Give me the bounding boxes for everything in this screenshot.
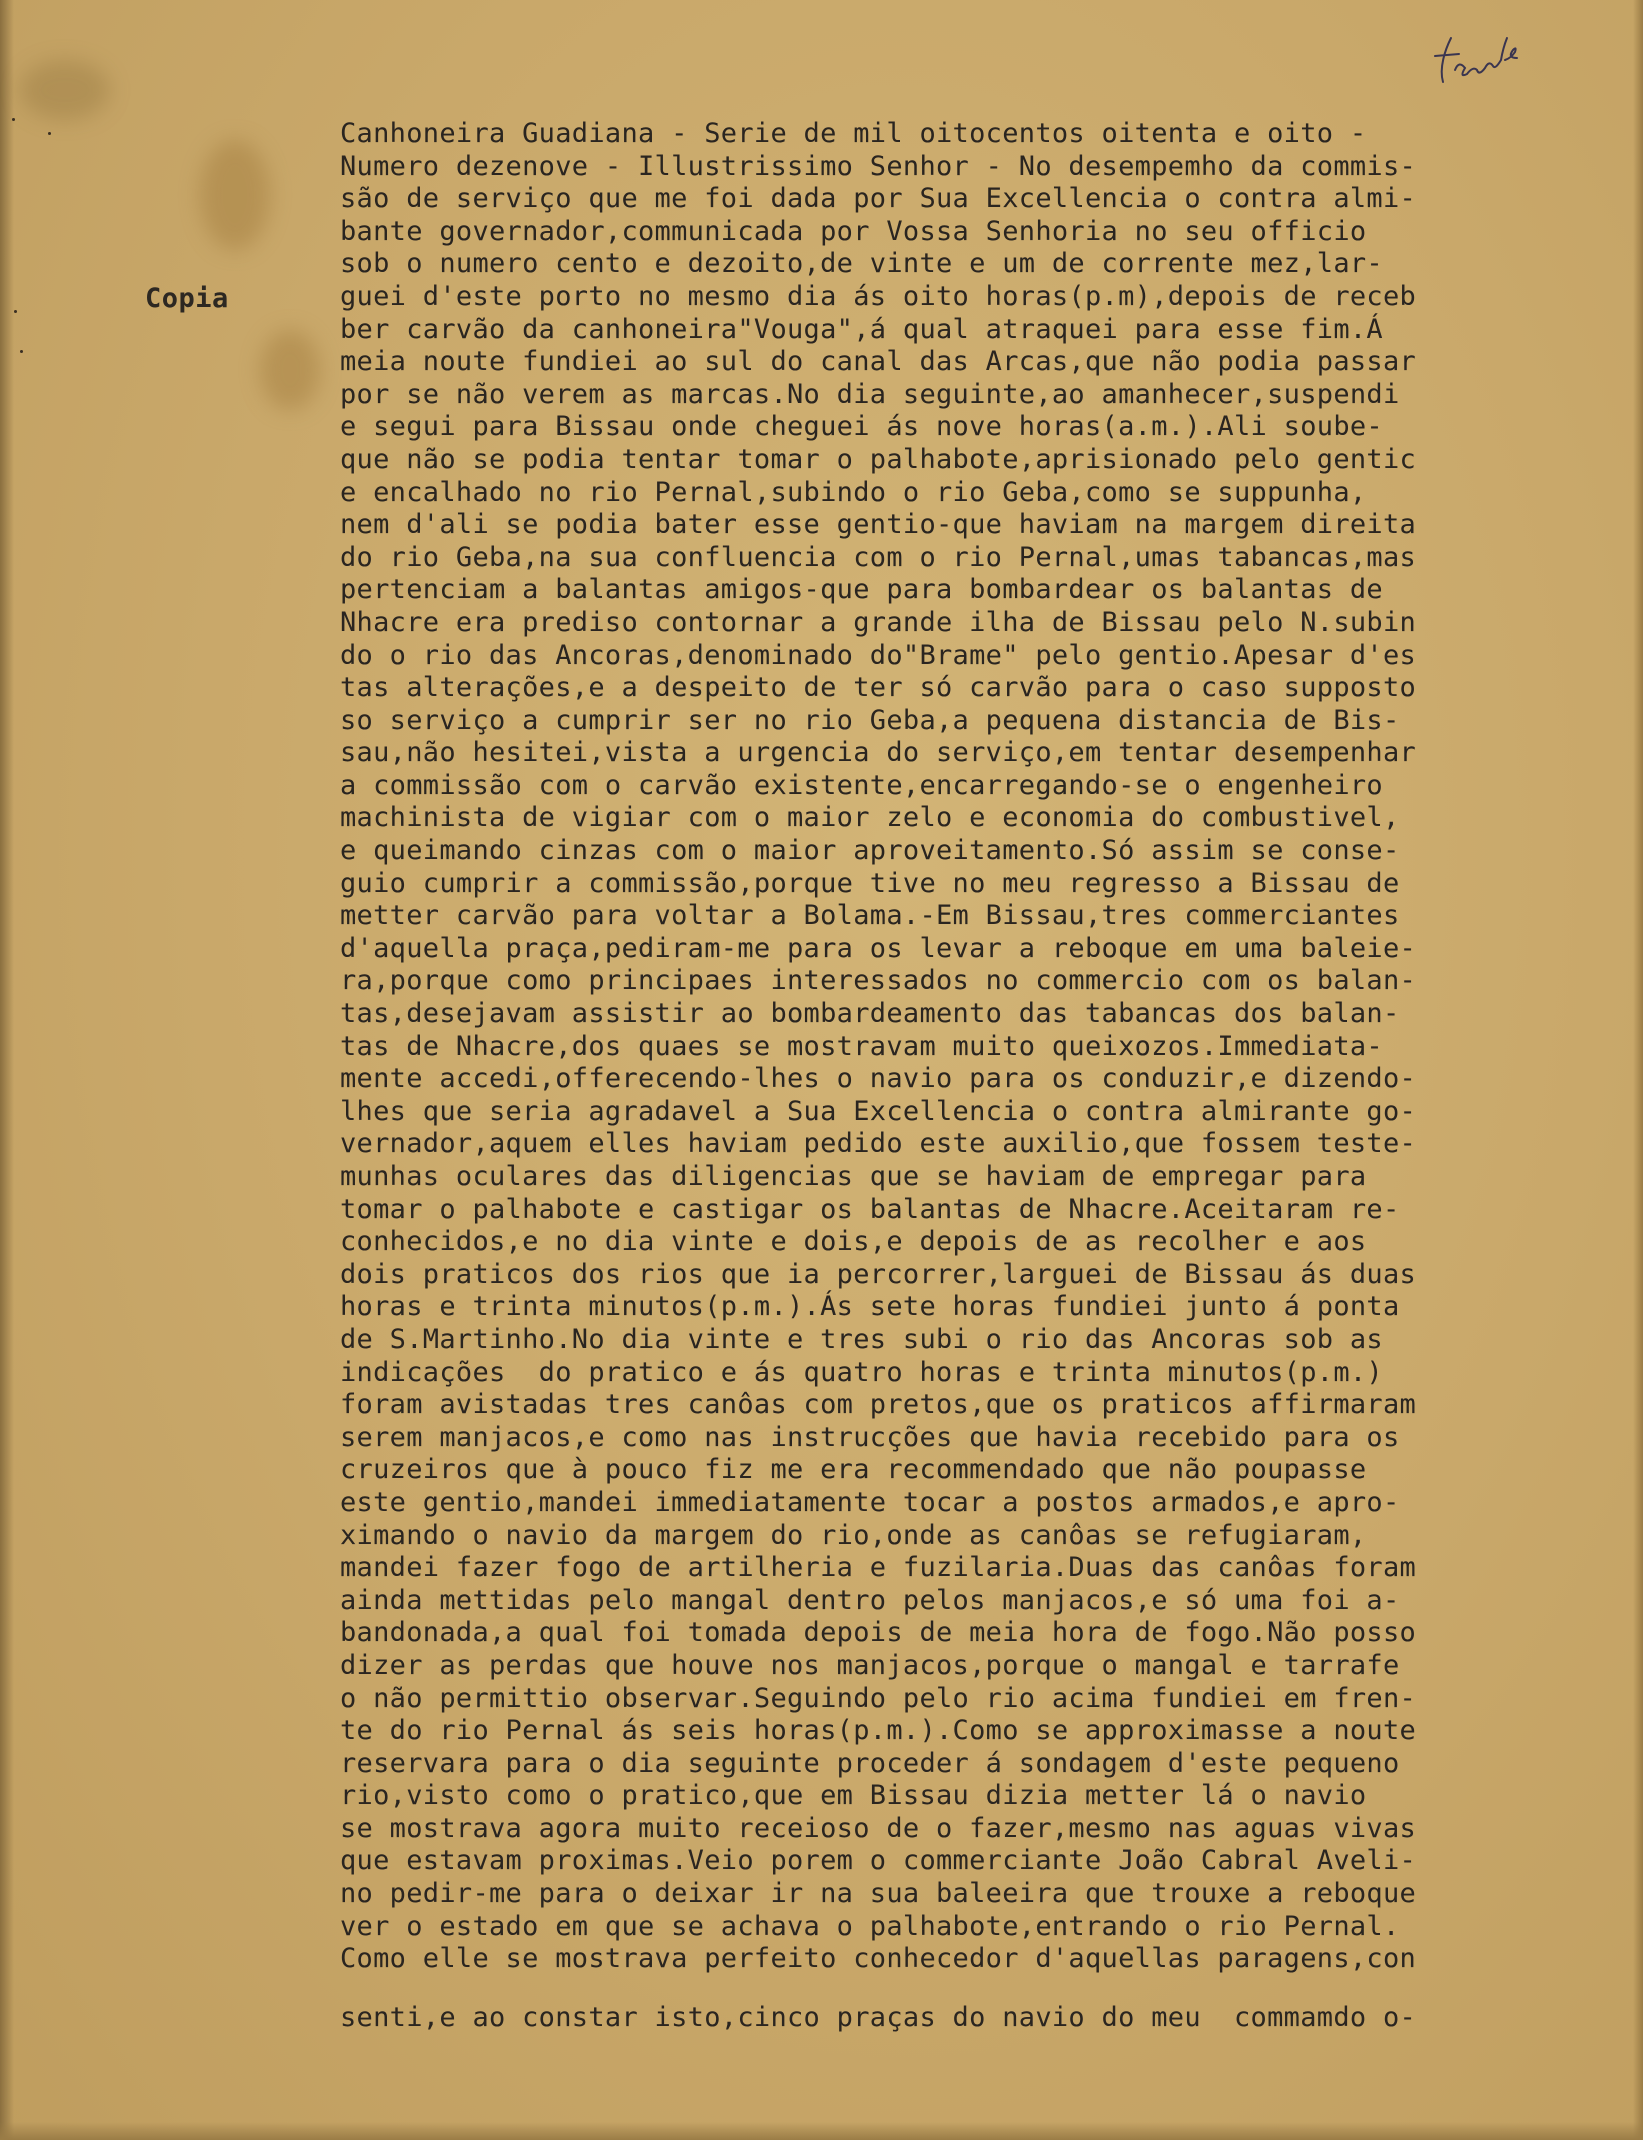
paper-edge-left [0,0,14,2140]
text-line: dizer as perdas que houve nos manjacos,porque o mangal e tarrafe [340,1649,1400,1681]
text-line: senti,e ao constar isto,cinco praças do navio do meu commamdo o- [340,2001,1417,2033]
text-line: indicações do pratico e ás quatro horas e trinta minutos(p.m.) [340,1356,1383,1388]
text-line: tas,desejavam assistir ao bombardeamento das tabancas dos balan- [340,998,1400,1030]
ink-speck [20,350,23,353]
paper-stain [20,60,110,120]
text-line: o não permittio observar.Seguindo pelo rio acima fundiei em fren- [340,1682,1417,1714]
text-line: ainda mettidas pelo mangal dentro pelos manjacos,e só uma foi a- [340,1584,1400,1616]
text-line: foram avistadas tres canôas com pretos,que os praticos affirmaram [340,1389,1417,1421]
text-line: são de serviço que me foi dada por Sua Excellencia o contra almi- [340,183,1417,215]
text-line: sau,não hesitei,vista a urgencia do serviço,em tentar desempenhar [340,737,1417,769]
text-line: Nhacre era prediso contornar a grande ilha de Bissau pelo N.subin [340,606,1417,638]
ink-speck [14,310,17,313]
text-line: meia noute fundiei ao sul do canal das Arcas,que não podia passar [340,346,1417,378]
text-line: que não se podia tentar tomar o palhabote,aprisionado pelo gentic [340,443,1417,475]
text-line: tas de Nhacre,dos quaes se mostravam muito queixozos.Immediata- [340,1030,1383,1062]
text-line: munhas oculares das diligencias que se haviam de empregar para [340,1161,1367,1192]
text-line: dois praticos dos rios que ia percorrer,larguei de Bissau ás duas [340,1258,1417,1290]
text-line: ximando o navio da margem do rio,onde as canôas se refugiaram, [340,1519,1367,1551]
text-line: e encalhado no rio Pernal,subindo o rio Geba,como se suppunha, [340,476,1367,508]
text-line: sob o numero cento e dezoito,de vinte e um de corrente mez,lar- [340,248,1383,280]
letter-body [340,118,1630,2034]
text-line: Como elle se mostrava perfeito conhecedor d'aquellas paragens,con [340,1943,1417,1975]
text-line: rio,visto como o pratico,que em Bissau dizia metter lá o navio [340,1780,1367,1812]
text-line: de S.Martinho.No dia vinte e tres subi o rio das Ancoras sob as [340,1323,1383,1355]
text-line: vernador,aquem elles haviam pedido este auxilio,que fossem teste- [340,1128,1417,1160]
text-line: Numero dezenove - Illustrissimo Senhor - No desempemho da commis- [340,150,1417,182]
text-line: nem d'ali se podia bater esse gentio-que haviam na margem direita [340,509,1417,541]
text-line: tomar o palhabote e castigar os balantas de Nhacre.Aceitaram re- [340,1193,1400,1225]
text-line: lhes que seria agradavel a Sua Excellencia o contra almirante go- [340,1095,1417,1127]
text-line: cruzeiros que à pouco fiz me era recommendado que não poupasse [340,1454,1367,1486]
ink-speck [12,118,15,121]
paper-edge-right [1633,0,1643,2140]
paper-stain [200,140,270,250]
text-line: este gentio,mandei immediatamente tocar a postos armados,e apro- [340,1486,1400,1518]
text-line: bandonada,a qual foi tomada depois de meia hora de fogo.Não posso [340,1617,1417,1649]
text-line: ra,porque como principaes interessados no commercio com os balan- [340,965,1417,997]
text-line: so serviço a cumprir ser no rio Geba,a pequena distancia de Bis- [340,704,1400,736]
text-line: se mostrava agora muito receioso de o fazer,mesmo nas aguas vivas [340,1812,1417,1844]
text-line: horas e trinta minutos(p.m.).Ás sete horas fundiei junto á ponta [340,1291,1400,1323]
text-line: do rio Geba,na sua confluencia com o rio Pernal,umas tabancas,mas [340,541,1417,573]
text-line: no pedir-me para o deixar ir na sua baleeira que trouxe a reboque [340,1878,1417,1910]
text-line: pertenciam a balantas amigos-que para bombardear os balantas de [340,574,1383,606]
text-line: e segui para Bissau onde cheguei ás nove horas(a.m.).Ali soube- [340,411,1383,443]
handwritten-signature [1425,30,1535,90]
text-line: metter carvão para voltar a Bolama.-Em Bissau,tres commerciantes [340,900,1400,932]
text-line: te do rio Pernal ás seis horas(p.m.).Como se approximasse a noute [340,1715,1417,1747]
text-line: d'aquella praça,pediram-me para os levar a reboque em uma baleie- [340,932,1417,964]
text-line: ber carvão da canhoneira"Vouga",á qual atraquei para esse fim.Á [340,313,1383,345]
text-line: ver o estado em que se achava o palhabote,entrando o rio Pernal. [340,1910,1400,1942]
text-line: por se não verem as marcas.No dia seguinte,ao amanhecer,suspendi [340,378,1400,410]
text-line: a commissão com o carvão existente,encarregando-se o engenheiro [340,769,1383,801]
text-line: bante governador,communicada por Vossa Senhoria no seu officio [340,215,1367,247]
text-line: guio cumprir a commissão,porque tive no meu regresso a Bissau de [340,867,1400,899]
text-line: que estavam proximas.Veio porem o commerciante João Cabral Aveli- [340,1845,1417,1877]
text-line: tas alterações,e a despeito de ter só carvão para o caso supposto [340,672,1417,704]
text-line: conhecidos,e no dia vinte e dois,e depois de as recolher e aos [340,1226,1367,1258]
text-line: mandei fazer fogo de artilheria e fuzilaria.Duas das canôas foram [340,1552,1417,1584]
paper-edge-bottom [0,2122,1643,2140]
text-line: Canhoneira Guadiana - Serie de mil oitocentos oitenta e oito - [340,118,1367,149]
text-line: do o rio das Ancoras,denominado do"Brame" pelo gentio.Apesar d'es [340,639,1417,671]
text-line: mente accedi,offerecendo-lhes o navio para os conduzir,e dizendo- [340,1063,1417,1095]
text-line: machinista de vigiar com o maior zelo e economia do combustivel, [340,802,1400,834]
text-line: reservara para o dia seguinte proceder á sondagem d'este pequeno [340,1747,1400,1779]
text-line: e queimando cinzas com o maior aproveitamento.Só assim se conse- [340,835,1400,867]
text-line: guei d'este porto no mesmo dia ás oito horas(p.m),depois de receb [340,280,1417,312]
text-line: serem manjacos,e como nas instrucções que havia recebido para os [340,1421,1400,1453]
copy-annotation: Copia [145,283,229,314]
ink-speck [48,132,51,135]
paper-stain [260,330,320,410]
